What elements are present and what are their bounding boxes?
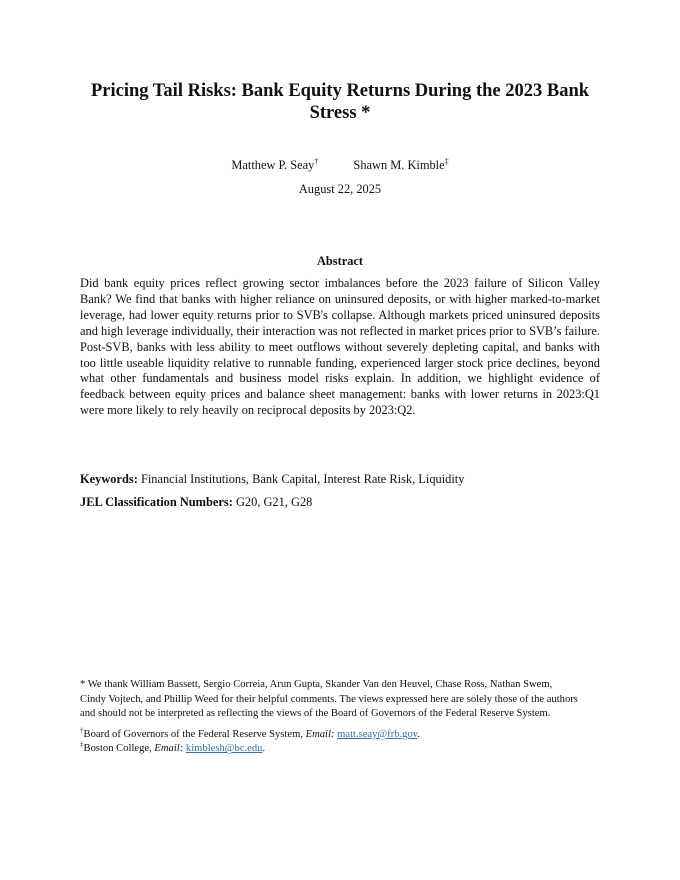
keywords-line	[80, 471, 600, 487]
footnote-mark: †	[80, 726, 84, 735]
author	[353, 157, 448, 173]
footnote-end: .	[417, 728, 421, 740]
author-name: Matthew P. Seay	[231, 158, 315, 172]
jel-label: JEL Classification Numbers:	[80, 495, 233, 509]
keywords-value: Financial Institutions, Bank Capital, Interest Rate Risk, Liquidity	[140, 472, 465, 486]
author-name: Shawn M. Kimble	[353, 158, 445, 172]
author-mark: ‡	[444, 156, 449, 166]
footnotes	[80, 678, 580, 757]
author-mark: †	[314, 156, 319, 166]
email-label: Email:	[305, 728, 335, 740]
email-link[interactable]: kimblesh@bc.edu	[185, 743, 263, 755]
author	[231, 157, 318, 173]
abstract-text: Did bank equity prices reflect growing sector imbalances before the 2023 failure of Silicon Valley Bank? We find that banks with higher reliance on uninsured deposits, or with higher marked-to-market leverage, had lower equity returns prior to SVB's collapse. Although markets priced uninsured deposits and high leverage individually, their interaction was not reflected in market prices prior to SVB’s failure. Post-SVB, banks with less ability to meet outflows without severely depleting capital, and banks with too little useable liquidity relative to runnable funding, experienced larger stock price declines, beyond what other fundamentals and business model risks explain. In addition, we highlight evidence of feedback between equity prices and balance sheet management: banks with lower returns in 2023:Q1 were more likely to rely heavily on reciprocal deposits by 2023:Q2.	[80, 276, 600, 418]
affiliation-text: Boston College,	[83, 743, 155, 755]
affiliation-text: Board of Governors of the Federal Reserve System,	[83, 728, 306, 740]
affiliation-footnote	[80, 742, 580, 757]
jel-value: G20, G21, G28	[235, 495, 313, 509]
footnote-mark: ‡	[80, 740, 84, 749]
footnote-end: .	[262, 743, 266, 755]
email-link[interactable]: matt.seay@frb.gov	[337, 728, 418, 740]
keywords-label: Keywords:	[80, 472, 138, 486]
author-list	[0, 157, 680, 173]
email-label: Email:	[154, 743, 184, 755]
acknowledgement-footnote: * We thank William Bassett, Sergio Correia, Arun Gupta, Skander Van den Heuvel, Chase Ross, Nathan Swem, Cindy Vojtech, and Phillip Weed for their helpful comments. The views expressed here are solely those of the authors and should not be interpreted as reflecting the views of the Board of Governors of the Federal Reserve System.	[80, 679, 578, 720]
paper-title: Pricing Tail Risks: Bank Equity Returns During the 2023 Bank Stress *	[90, 81, 590, 123]
paper-date: August 22, 2025	[298, 182, 382, 196]
jel-line	[80, 494, 600, 510]
affiliation-footnote	[80, 728, 580, 743]
abstract-heading: Abstract	[316, 254, 364, 268]
